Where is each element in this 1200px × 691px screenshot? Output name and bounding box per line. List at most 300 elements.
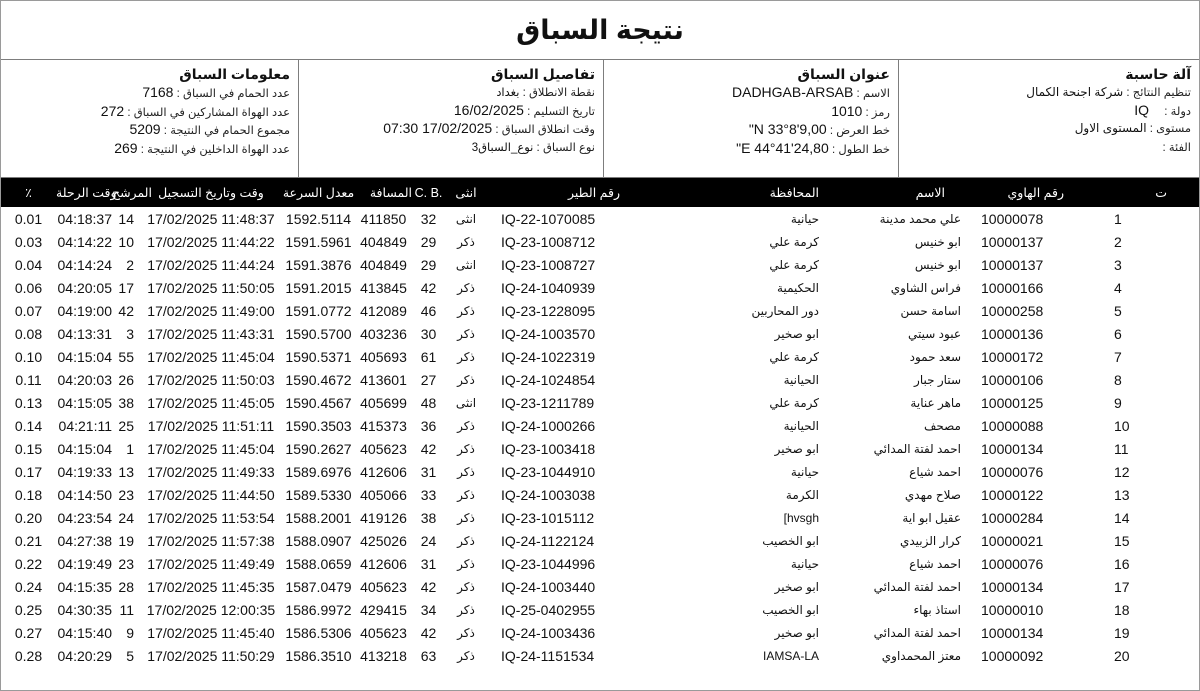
cell-province: حيانية: [790, 556, 819, 571]
cell-name: ابو خنيس: [914, 257, 961, 272]
cell-percent: 0.04: [14, 256, 43, 273]
cell-rank: 10: [1114, 417, 1130, 434]
cell-rank: 9: [1114, 394, 1122, 411]
cell-cb: 61: [420, 348, 437, 365]
cell-cb: 34: [420, 601, 437, 618]
cell-member-id: 10000134: [981, 624, 1044, 641]
info-row: [7, 103, 290, 122]
cell-member-id: 10000106: [981, 371, 1044, 388]
cell-province: الحكيمية: [777, 280, 819, 295]
cell-bird-ring: IQ-23-1211789: [501, 394, 595, 411]
cell-flight-time: 04:19:00: [57, 302, 112, 319]
cell-distance: 404849: [360, 233, 407, 250]
cell-sex: ذكر: [457, 510, 475, 525]
cell-flight-time: 04:15:04: [57, 348, 112, 365]
cell-sex: ذكر: [457, 464, 475, 479]
cell-bird-ring: IQ-24-1003570: [501, 325, 596, 342]
cell-sex: ذكر: [457, 418, 475, 433]
info-value: 5209: [129, 121, 161, 137]
cell-bird-ring: IQ-23-1008727: [501, 256, 596, 273]
cell-rank: 4: [1114, 279, 1122, 296]
cell-percent: 0.08: [14, 325, 43, 342]
cell-speed: 1590.4567: [285, 394, 352, 411]
cell-flight-time: 04:23:54: [57, 509, 112, 526]
table-header-row: [1, 178, 1199, 207]
cell-distance: 413218: [360, 647, 407, 664]
cell-percent: 0.17: [14, 463, 43, 480]
cell-member-id: 10000092: [981, 647, 1044, 664]
cell-rank: 14: [1114, 509, 1130, 526]
cell-distance: 419126: [360, 509, 407, 526]
cell-province: حيانية: [790, 211, 819, 226]
cell-flight-time: 04:19:49: [57, 555, 112, 572]
cell-distance: 413845: [360, 279, 407, 296]
cell-clock-time: 17/02/2025 11:45:40: [147, 624, 275, 641]
cell-distance: 403236: [360, 325, 407, 342]
cell-cb: 46: [420, 302, 437, 319]
page-title: نتيجة السباق: [1, 1, 1199, 60]
cell-bird-ring: IQ-24-1000266: [501, 417, 596, 434]
cell-name: احمد شياع: [909, 464, 961, 479]
cell-cb: 29: [420, 233, 437, 250]
info-value: 272: [100, 102, 125, 119]
info-value: نوع_السباق3: [471, 141, 534, 154]
cell-sex: انثى: [455, 211, 477, 226]
cell-nominated: 17: [118, 279, 134, 296]
cell-province: [hvsgh: [783, 510, 819, 525]
cell-name: ستار جبار: [914, 372, 961, 387]
cell-nominated: 10: [118, 233, 134, 250]
cell-bird-ring: IQ-23-1015112: [501, 509, 595, 526]
cell-clock-time: 17/02/2025 11:50:05: [147, 279, 275, 296]
info-label: عدد الحمام في السباق :: [173, 88, 290, 100]
header-sex: انثى: [455, 186, 477, 200]
cell-clock-time: 17/02/2025 11:50:03: [147, 371, 275, 388]
cell-rank: 7: [1114, 348, 1122, 365]
info-label: نوع السباق :: [533, 141, 595, 154]
cell-member-id: 10000137: [981, 256, 1044, 273]
cell-province: ابو الخصيب: [762, 602, 819, 617]
cell-clock-time: 17/02/2025 11:44:22: [147, 233, 275, 250]
cell-rank: 5: [1114, 302, 1122, 319]
cell-clock-time: 17/02/2025 11:48:37: [147, 210, 275, 227]
cell-clock-time: 17/02/2025 11:51:11: [147, 417, 275, 434]
cell-cb: 63: [420, 647, 437, 664]
info-value: 1010: [831, 102, 863, 119]
table-row: [1, 414, 1199, 437]
cell-name: علي محمد مدينة: [879, 211, 961, 226]
table-row: [1, 529, 1199, 552]
info-label: تنظيم النتائج :: [1123, 87, 1191, 99]
cell-rank: 3: [1114, 256, 1122, 273]
race-stats-heading: معلومات السباق: [179, 66, 290, 82]
cell-speed: 1588.0907: [285, 532, 352, 549]
cell-province: كرمة علي: [769, 395, 819, 410]
race-details-heading: تفاصيل السباق: [490, 66, 595, 82]
race-address-box: [604, 60, 899, 177]
cell-member-id: 10000137: [981, 233, 1044, 250]
cell-rank: 17: [1114, 578, 1130, 595]
cell-speed: 1586.9972: [285, 601, 352, 618]
cell-percent: 0.07: [14, 302, 43, 319]
cell-member-id: 10000166: [981, 279, 1044, 296]
cell-sex: ذكر: [457, 602, 475, 617]
info-row: [305, 120, 595, 139]
cell-name: احمد لفتة المدائي: [873, 441, 961, 456]
table-row: [1, 460, 1199, 483]
cell-distance: 404849: [360, 256, 407, 273]
cell-bird-ring: IQ-24-1003436: [501, 624, 596, 641]
cell-distance: 405066: [360, 486, 407, 503]
cell-bird-ring: IQ-23-1008712: [501, 233, 596, 250]
cell-nominated: 2: [126, 256, 134, 273]
header-name: الاسم: [915, 186, 945, 200]
table-row: [1, 345, 1199, 368]
cell-nominated: 24: [118, 509, 134, 526]
cell-clock-time: 17/02/2025 11:49:00: [147, 302, 275, 319]
info-label: خط العرض :: [826, 125, 890, 137]
table-row: [1, 575, 1199, 598]
cell-percent: 0.15: [14, 440, 43, 457]
info-row: [905, 120, 1191, 138]
cell-distance: 412089: [360, 302, 407, 319]
header-bird-ring: رقم الطير: [567, 186, 620, 200]
cell-name: عبود سيتي: [908, 326, 961, 341]
cell-clock-time: 17/02/2025 11:45:35: [147, 578, 275, 595]
cell-rank: 12: [1114, 463, 1130, 480]
cell-member-id: 10000172: [981, 348, 1044, 365]
info-value: 7168: [142, 84, 174, 100]
cell-speed: 1591.5961: [285, 233, 352, 250]
race-details-box: [299, 60, 604, 177]
cell-bird-ring: IQ-24-1022319: [501, 348, 596, 365]
cell-cb: 42: [420, 578, 437, 595]
cell-member-id: 10000134: [981, 578, 1044, 595]
cell-sex: انثى: [455, 395, 477, 410]
cell-percent: 0.28: [14, 647, 43, 664]
cell-member-id: 10000136: [981, 325, 1044, 342]
cell-flight-time: 04:20:03: [57, 371, 112, 388]
cell-flight-time: 04:15:04: [57, 440, 112, 457]
info-label: نقطة الانطلاق :: [519, 87, 595, 99]
cell-nominated: 25: [118, 417, 134, 434]
cell-flight-time: 04:14:22: [57, 233, 112, 250]
cell-clock-time: 17/02/2025 11:50:29: [147, 647, 275, 664]
cell-distance: 405623: [360, 624, 407, 641]
cell-rank: 16: [1114, 555, 1130, 572]
cell-member-id: 10000284: [981, 509, 1044, 526]
cell-nominated: 38: [118, 394, 134, 411]
cell-percent: 0.25: [14, 601, 43, 618]
cell-flight-time: 04:30:35: [57, 601, 112, 618]
cell-cb: 42: [420, 440, 437, 457]
cell-rank: 19: [1114, 624, 1130, 641]
info-label: مستوى :: [1146, 123, 1191, 135]
info-row: [305, 84, 595, 102]
cell-sex: ذكر: [457, 533, 475, 548]
cell-speed: 1591.0772: [285, 302, 352, 319]
cell-cb: 32: [420, 210, 437, 227]
info-value: IQ: [1134, 101, 1150, 118]
cell-member-id: 10000258: [981, 302, 1044, 319]
cell-nominated: 19: [118, 532, 134, 549]
cell-province: دور المحاربين: [751, 303, 819, 318]
cell-nominated: 23: [118, 555, 134, 572]
cell-flight-time: 04:20:29: [57, 647, 112, 664]
table-row: [1, 552, 1199, 575]
cell-flight-time: 04:19:33: [57, 463, 112, 480]
cell-distance: 405699: [360, 394, 407, 411]
info-value: المستوى الاول: [1074, 121, 1147, 135]
cell-speed: 1590.2627: [285, 440, 352, 457]
table-row: [1, 276, 1199, 299]
cell-name: ابو خنيس: [914, 234, 961, 249]
info-value: E 44°41'24,80": [736, 139, 829, 156]
cell-member-id: 10000134: [981, 440, 1044, 457]
cell-cb: 31: [420, 463, 437, 480]
cell-clock-time: 17/02/2025 11:45:04: [147, 440, 275, 457]
cell-clock-time: 17/02/2025 12:00:35: [146, 601, 276, 618]
cell-province: الحيانية: [783, 418, 819, 433]
cell-speed: 1591.2015: [285, 279, 352, 296]
cell-province: كرمة علي: [769, 349, 819, 364]
cell-sex: ذكر: [457, 556, 475, 571]
table-row: [1, 598, 1199, 621]
info-row: [905, 102, 1191, 121]
info-value: 17/02/2025 07:30: [383, 120, 493, 136]
info-row: [905, 138, 1191, 157]
info-value: N 33°8'9,00": [748, 121, 827, 137]
table-row: [1, 322, 1199, 345]
cell-cb: 30: [420, 325, 437, 342]
cell-name: كرار الزبيدي: [899, 533, 961, 548]
info-label: خط الطول :: [828, 143, 890, 156]
cell-flight-time: 04:27:38: [57, 532, 112, 549]
cell-clock-time: 17/02/2025 11:49:49: [147, 555, 275, 572]
cell-bird-ring: IQ-24-1040939: [501, 279, 596, 296]
cell-nominated: 23: [118, 486, 134, 503]
info-value: بغداد: [496, 87, 520, 99]
cell-cb: 33: [420, 486, 437, 503]
cell-cb: 31: [420, 555, 437, 572]
cell-province: ابو صخير: [774, 579, 819, 594]
cell-rank: 20: [1114, 647, 1130, 664]
cell-flight-time: 04:13:31: [57, 325, 112, 342]
cell-province: كرمة علي: [769, 234, 819, 249]
cell-distance: 411850: [360, 210, 407, 227]
cell-rank: 15: [1114, 532, 1130, 549]
header-member-id: رقم الهاوي: [1007, 186, 1064, 200]
cell-distance: 405693: [360, 348, 407, 365]
cell-province: IAMSA-LA: [762, 648, 819, 663]
cell-nominated: 9: [126, 624, 134, 641]
cell-speed: 1590.5371: [285, 348, 352, 365]
cell-rank: 11: [1114, 440, 1129, 457]
cell-cb: 48: [420, 394, 437, 411]
cell-nominated: 13: [118, 463, 134, 480]
cell-province: الحيانية: [783, 372, 819, 387]
cell-province: ابو صخير: [774, 625, 819, 640]
cell-name: استاذ بهاء: [913, 602, 961, 617]
info-row: [7, 84, 290, 103]
cell-percent: 0.21: [14, 532, 43, 549]
cell-name: صلاح مهدي: [904, 487, 961, 502]
cell-sex: ذكر: [457, 579, 475, 594]
table-row: [1, 253, 1199, 276]
cell-flight-time: 04:14:24: [57, 256, 112, 273]
cell-bird-ring: IQ-23-1228095: [501, 302, 596, 319]
cell-province: ابو صخير: [774, 326, 819, 341]
info-label: الفئة :: [1162, 141, 1191, 154]
cell-nominated: 11: [119, 601, 134, 618]
table-row: [1, 207, 1199, 230]
table-row: [1, 230, 1199, 253]
header-speed: معدل السرعة: [282, 186, 355, 200]
cell-rank: 8: [1114, 371, 1122, 388]
cell-name: احمد لفتة المدائي: [873, 579, 961, 594]
header-flight-time: وقت الرحلة: [56, 186, 117, 200]
cell-clock-time: 17/02/2025 11:44:24: [147, 256, 275, 273]
cell-percent: 0.11: [15, 371, 42, 388]
info-value: شركة اجنحة الكمال: [1026, 85, 1124, 99]
cell-cb: 38: [420, 509, 437, 526]
cell-rank: 18: [1114, 601, 1130, 618]
cell-member-id: 10000010: [981, 601, 1044, 618]
header-cb: C. B.: [414, 185, 443, 200]
cell-bird-ring: IQ-22-1070085: [501, 210, 596, 227]
cell-percent: 0.18: [14, 486, 43, 503]
cell-name: فراس الشاوي: [890, 280, 961, 295]
cell-nominated: 1: [126, 440, 134, 457]
cell-speed: 1589.5330: [285, 486, 352, 503]
cell-percent: 0.01: [14, 210, 43, 227]
cell-distance: 412606: [360, 463, 407, 480]
cell-sex: ذكر: [457, 234, 475, 249]
race-address-heading: عنوان السباق: [797, 66, 890, 82]
race-info-panel: [1, 60, 1199, 178]
cell-percent: 0.24: [14, 578, 43, 595]
info-label: مجموع الحمام في النتيجة :: [160, 125, 290, 137]
cell-distance: 413601: [360, 371, 407, 388]
cell-bird-ring: IQ-24-1122124: [501, 532, 595, 549]
cell-speed: 1590.4672: [285, 371, 352, 388]
cell-sex: ذكر: [457, 625, 475, 640]
table-row: [1, 644, 1199, 667]
cell-cb: 42: [420, 624, 437, 641]
cell-distance: 405623: [360, 440, 407, 457]
cell-bird-ring: IQ-25-0402955: [501, 601, 596, 618]
cell-nominated: 3: [126, 325, 134, 342]
cell-flight-time: 04:20:05: [57, 279, 112, 296]
cell-nominated: 26: [118, 371, 134, 388]
cell-speed: 1586.3510: [285, 647, 352, 664]
info-value: DADHGAB-ARSAB: [732, 84, 854, 100]
cell-distance: 412606: [360, 555, 407, 572]
cell-distance: 415373: [360, 417, 407, 434]
info-label: تاريخ التسليم :: [523, 105, 595, 118]
info-row: [305, 139, 595, 157]
cell-speed: 1589.6976: [285, 463, 352, 480]
header-distance: المسافة: [369, 186, 412, 200]
cell-rank: 13: [1114, 486, 1130, 503]
cell-percent: 0.27: [14, 624, 43, 641]
cell-sex: ذكر: [457, 303, 475, 318]
cell-distance: 425026: [360, 532, 407, 549]
header-province: المحافظة: [769, 186, 819, 200]
cell-nominated: 14: [118, 210, 134, 227]
cell-sex: ذكر: [457, 326, 475, 341]
info-label: وقت انطلاق السباق :: [492, 124, 595, 136]
cell-bird-ring: IQ-23-1044910: [501, 463, 596, 480]
cell-member-id: 10000076: [981, 555, 1044, 572]
cell-cb: 42: [420, 279, 437, 296]
info-row: [610, 84, 890, 103]
table-row: [1, 391, 1199, 414]
info-row: [610, 103, 890, 122]
info-label: عدد الهواة المشاركين في السباق :: [124, 106, 290, 119]
cell-cb: 29: [420, 256, 437, 273]
cell-name: سعد حمود: [909, 349, 961, 364]
info-value: 16/02/2025: [453, 101, 524, 118]
cell-sex: انثى: [455, 257, 477, 272]
cell-sex: ذكر: [457, 441, 475, 456]
cell-percent: 0.10: [14, 348, 43, 365]
cell-nominated: 5: [126, 647, 134, 664]
table-row: [1, 437, 1199, 460]
cell-member-id: 10000021: [981, 532, 1044, 549]
cell-clock-time: 17/02/2025 11:45:04: [147, 348, 275, 365]
info-label: الاسم :: [853, 88, 890, 100]
info-row: [905, 84, 1191, 102]
cell-nominated: 55: [118, 348, 134, 365]
cell-sex: ذكر: [457, 648, 475, 663]
cell-flight-time: 04:21:11: [58, 417, 112, 434]
info-row: [305, 102, 595, 121]
cell-clock-time: 17/02/2025 11:53:54: [147, 509, 275, 526]
info-label: عدد الهواة الداخلين في النتيجة :: [137, 143, 290, 156]
cell-distance: 429415: [360, 601, 407, 618]
race-stats-box: [1, 60, 299, 177]
cell-member-id: 10000088: [981, 417, 1044, 434]
table-row: [1, 368, 1199, 391]
cell-cb: 27: [420, 371, 437, 388]
cell-name: اسامة حسن: [900, 303, 961, 318]
cell-name: عقيل ابو اية: [902, 510, 961, 525]
calculator-heading: آلة حاسبة: [1125, 66, 1191, 82]
cell-bird-ring: IQ-24-1003440: [501, 578, 596, 595]
cell-flight-time: 04:18:37: [57, 210, 112, 227]
cell-nominated: 28: [118, 578, 134, 595]
table-row: [1, 299, 1199, 322]
cell-name: احمد شياع: [909, 556, 961, 571]
cell-rank: 6: [1114, 325, 1122, 342]
cell-percent: 0.22: [14, 555, 43, 572]
cell-flight-time: 04:14:50: [57, 486, 112, 503]
cell-clock-time: 17/02/2025 11:43:31: [147, 325, 275, 342]
cell-province: ابو صخير: [774, 441, 819, 456]
cell-speed: 1590.5700: [285, 325, 352, 342]
header-clock-time: وقت وتاريخ التسجيل: [158, 186, 264, 200]
cell-flight-time: 04:15:35: [57, 578, 112, 595]
results-table: [1, 178, 1199, 667]
info-row: [610, 121, 890, 140]
cell-flight-time: 04:15:05: [57, 394, 112, 411]
header-rank: ت: [1155, 186, 1167, 200]
cell-rank: 1: [1114, 210, 1122, 227]
cell-bird-ring: IQ-24-1024854: [501, 371, 596, 388]
info-value: 269: [114, 139, 138, 156]
cell-percent: 0.06: [14, 279, 43, 296]
